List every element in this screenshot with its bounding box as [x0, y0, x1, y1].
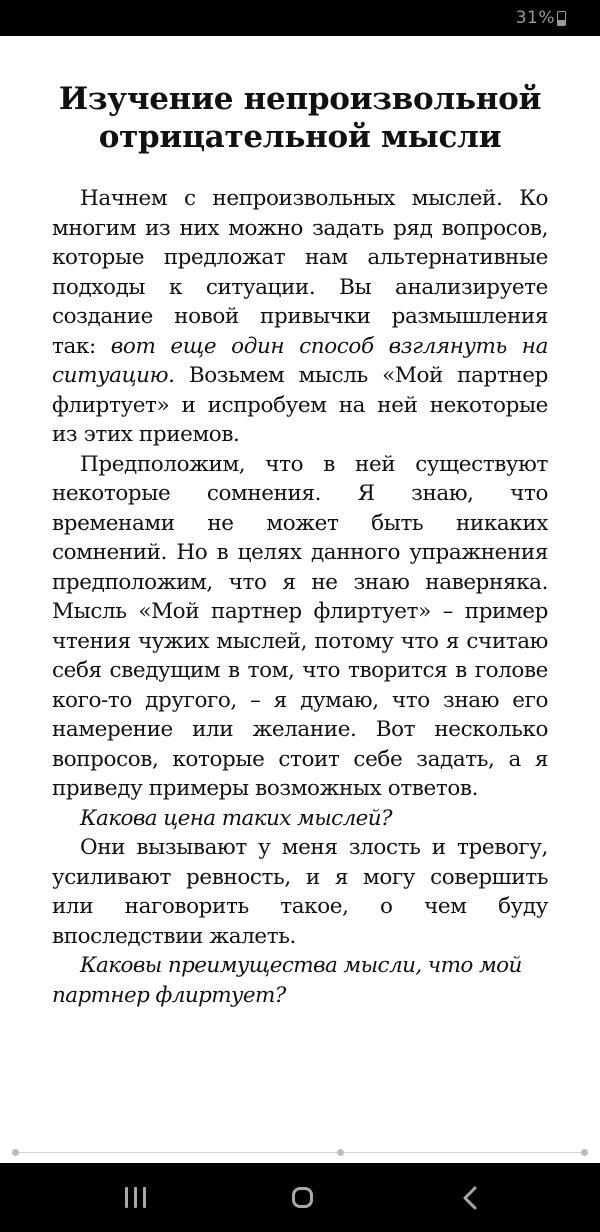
battery-percent: 31% [515, 8, 555, 28]
battery-icon [557, 11, 566, 26]
paragraph-3: Они вызывают у меня злость и тревогу, усиливают ревность, и я могу совершить или наговорить такое, о чем буду впоследствии жалеть. [52, 835, 548, 949]
recent-apps-button[interactable] [75, 1163, 195, 1232]
paragraph-1 [52, 184, 548, 450]
paragraph-1-text: Начнем с непроизвольных мыслей. Ко многим из них можно задать ряд вопросов, которые предложат нам альтернативные подходы к ситуации. Вы анализируете создание новой привычки размышления так: [52, 186, 548, 359]
home-icon [292, 1187, 313, 1208]
recent-apps-icon [125, 1187, 146, 1208]
progress-end-dot [581, 1149, 588, 1156]
question-2: Каковы преимущества мысли, что мой партнер флиртует? [52, 953, 522, 1008]
status-bar [0, 0, 600, 36]
reader-page[interactable] [52, 80, 548, 1010]
question-1: Какова цена таких мыслей? [80, 805, 392, 831]
navigation-bar [0, 1163, 600, 1232]
back-icon [460, 1185, 480, 1211]
battery-fill [558, 20, 565, 24]
battery-indicator [516, 8, 566, 28]
progress-start-dot [12, 1149, 19, 1156]
home-button[interactable] [242, 1163, 362, 1232]
chapter-title: Изучение непроизвольной отрицательной мысли [58, 81, 542, 155]
progress-position-dot[interactable] [337, 1149, 344, 1156]
paragraph-1-tail: Возьмем мысль «Мой партнер флиртует» и испробуем на ней некоторые из этих приемов. [52, 363, 548, 447]
page-progress-track[interactable] [12, 1152, 588, 1153]
back-button[interactable] [410, 1163, 530, 1232]
paragraph-2: Предположим, что в ней существуют некоторые сомнения. Я знаю, что временами не может быть никаких сомнений. Но в целях данного упражнения предположим, что я не знаю наверняка. Мысль «Мой партнер флиртует» – пример чтения чужих мыслей, потому что я считаю себя сведущим в том, что творится в голове кого-то другого, – я думаю, что знаю его намерение или желание. Вот несколько вопросов, которые стоит себе задать, а я приведу примеры возможных ответов. [52, 451, 548, 801]
paragraph-1-italic: вот еще один способ взглянуть на ситуацию. [52, 333, 548, 388]
